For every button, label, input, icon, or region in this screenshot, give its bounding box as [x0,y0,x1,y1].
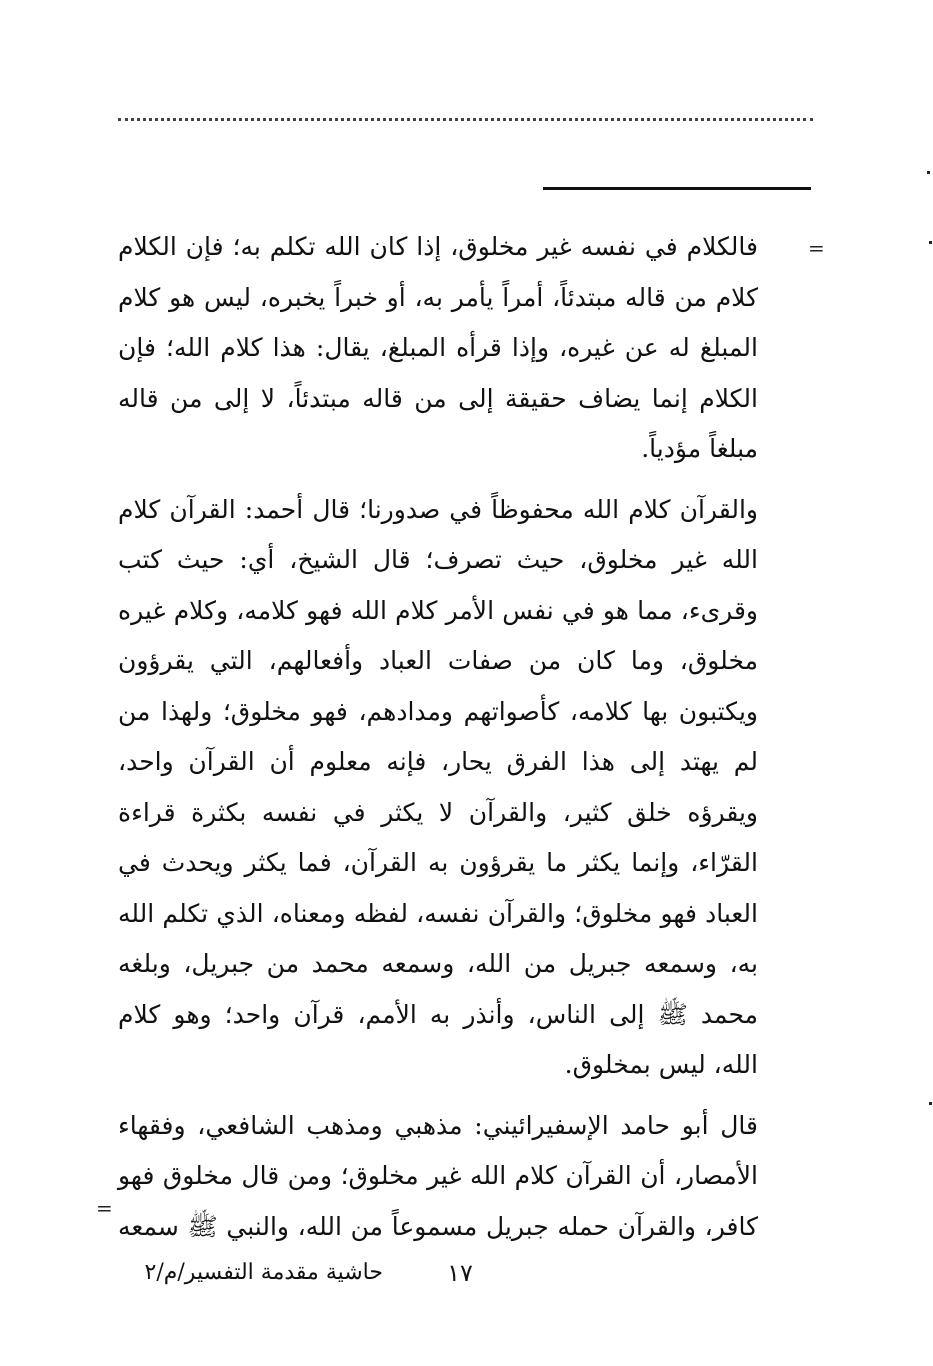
edge-mark [929,1102,932,1105]
header-dotted-rule [118,118,813,121]
paragraph-1: فالكلام في نفسه غير مخلوق، إذا كان الله تكلم به؛ فإن الكلام كلام من قاله مبتدئاً، أمراً يأمر به، أو خبراً يخبره، ليس هو كلام المبلغ له عن غيره، وإذا قرأه المبلغ، يقال: هذا كلام الله؛ فإن الكلام إنما يضاف حقيقة إلى من قاله مبتدئاً، لا إلى من قاله مبلغاً مؤدياً. [118,232,758,463]
continuation-mark-start: = [808,236,825,260]
footnote-separator-rule [543,187,811,190]
page-number: ١٧ [447,1259,473,1287]
paragraph-3: قال أبو حامد الإسفيرائيني: مذهبي ومذهب الشافعي، وفقهاء الأمصار، أن القرآن كلام الله غير مخلوق؛ ومن قال مخلوق فهو كافر، والقرآن حمله جبريل مسموعاً من الله، والنبي ﷺ سمعه [118,1110,758,1241]
paragraph-2: والقرآن كلام الله محفوظاً في صدورنا؛ قال أحمد: القرآن كلام الله غير مخلوق، حيث تصرف؛ قال الشيخ، أي: حيث كتب وقرىء، مما هو في نفس الأمر كلام الله فهو كلامه، وكلام غيره مخلوق، وما كان من صفات العباد وأفعالهم، التي يقرؤون ويكتبون بها كلامه، كأصواتهم ومدادهم، فهو مخلوق؛ ولهذا من لم يهتد إلى هذا الفرق يحار، فإنه معلوم أن القرآن واحد، ويقرؤه خلق كثير، والقرآن لا يكثر في نفسه بكثرة قراءة القرّاء، وإنما يكثر ما يقرؤون به القرآن، فما يكثر ويحدث في العباد فهو مخلوق؛ والقرآن نفسه، لفظه ومعناه، الذي تكلم الله به، وسمعه جبريل من الله، وسمعه محمد من جبريل، وبلغه محمد ﷺ إلى الناس، وأنذر به الأمم، قرآن واحد؛ وهو كلام الله، ليس بمخلوق. [118,494,758,1079]
page-body [118,222,758,1262]
edge-mark [929,241,932,244]
edge-mark [927,171,930,174]
continuation-mark-end: = [96,1196,113,1220]
footer-book-title: حاشية مقدمة التفسير/م/٢ [144,1260,383,1285]
